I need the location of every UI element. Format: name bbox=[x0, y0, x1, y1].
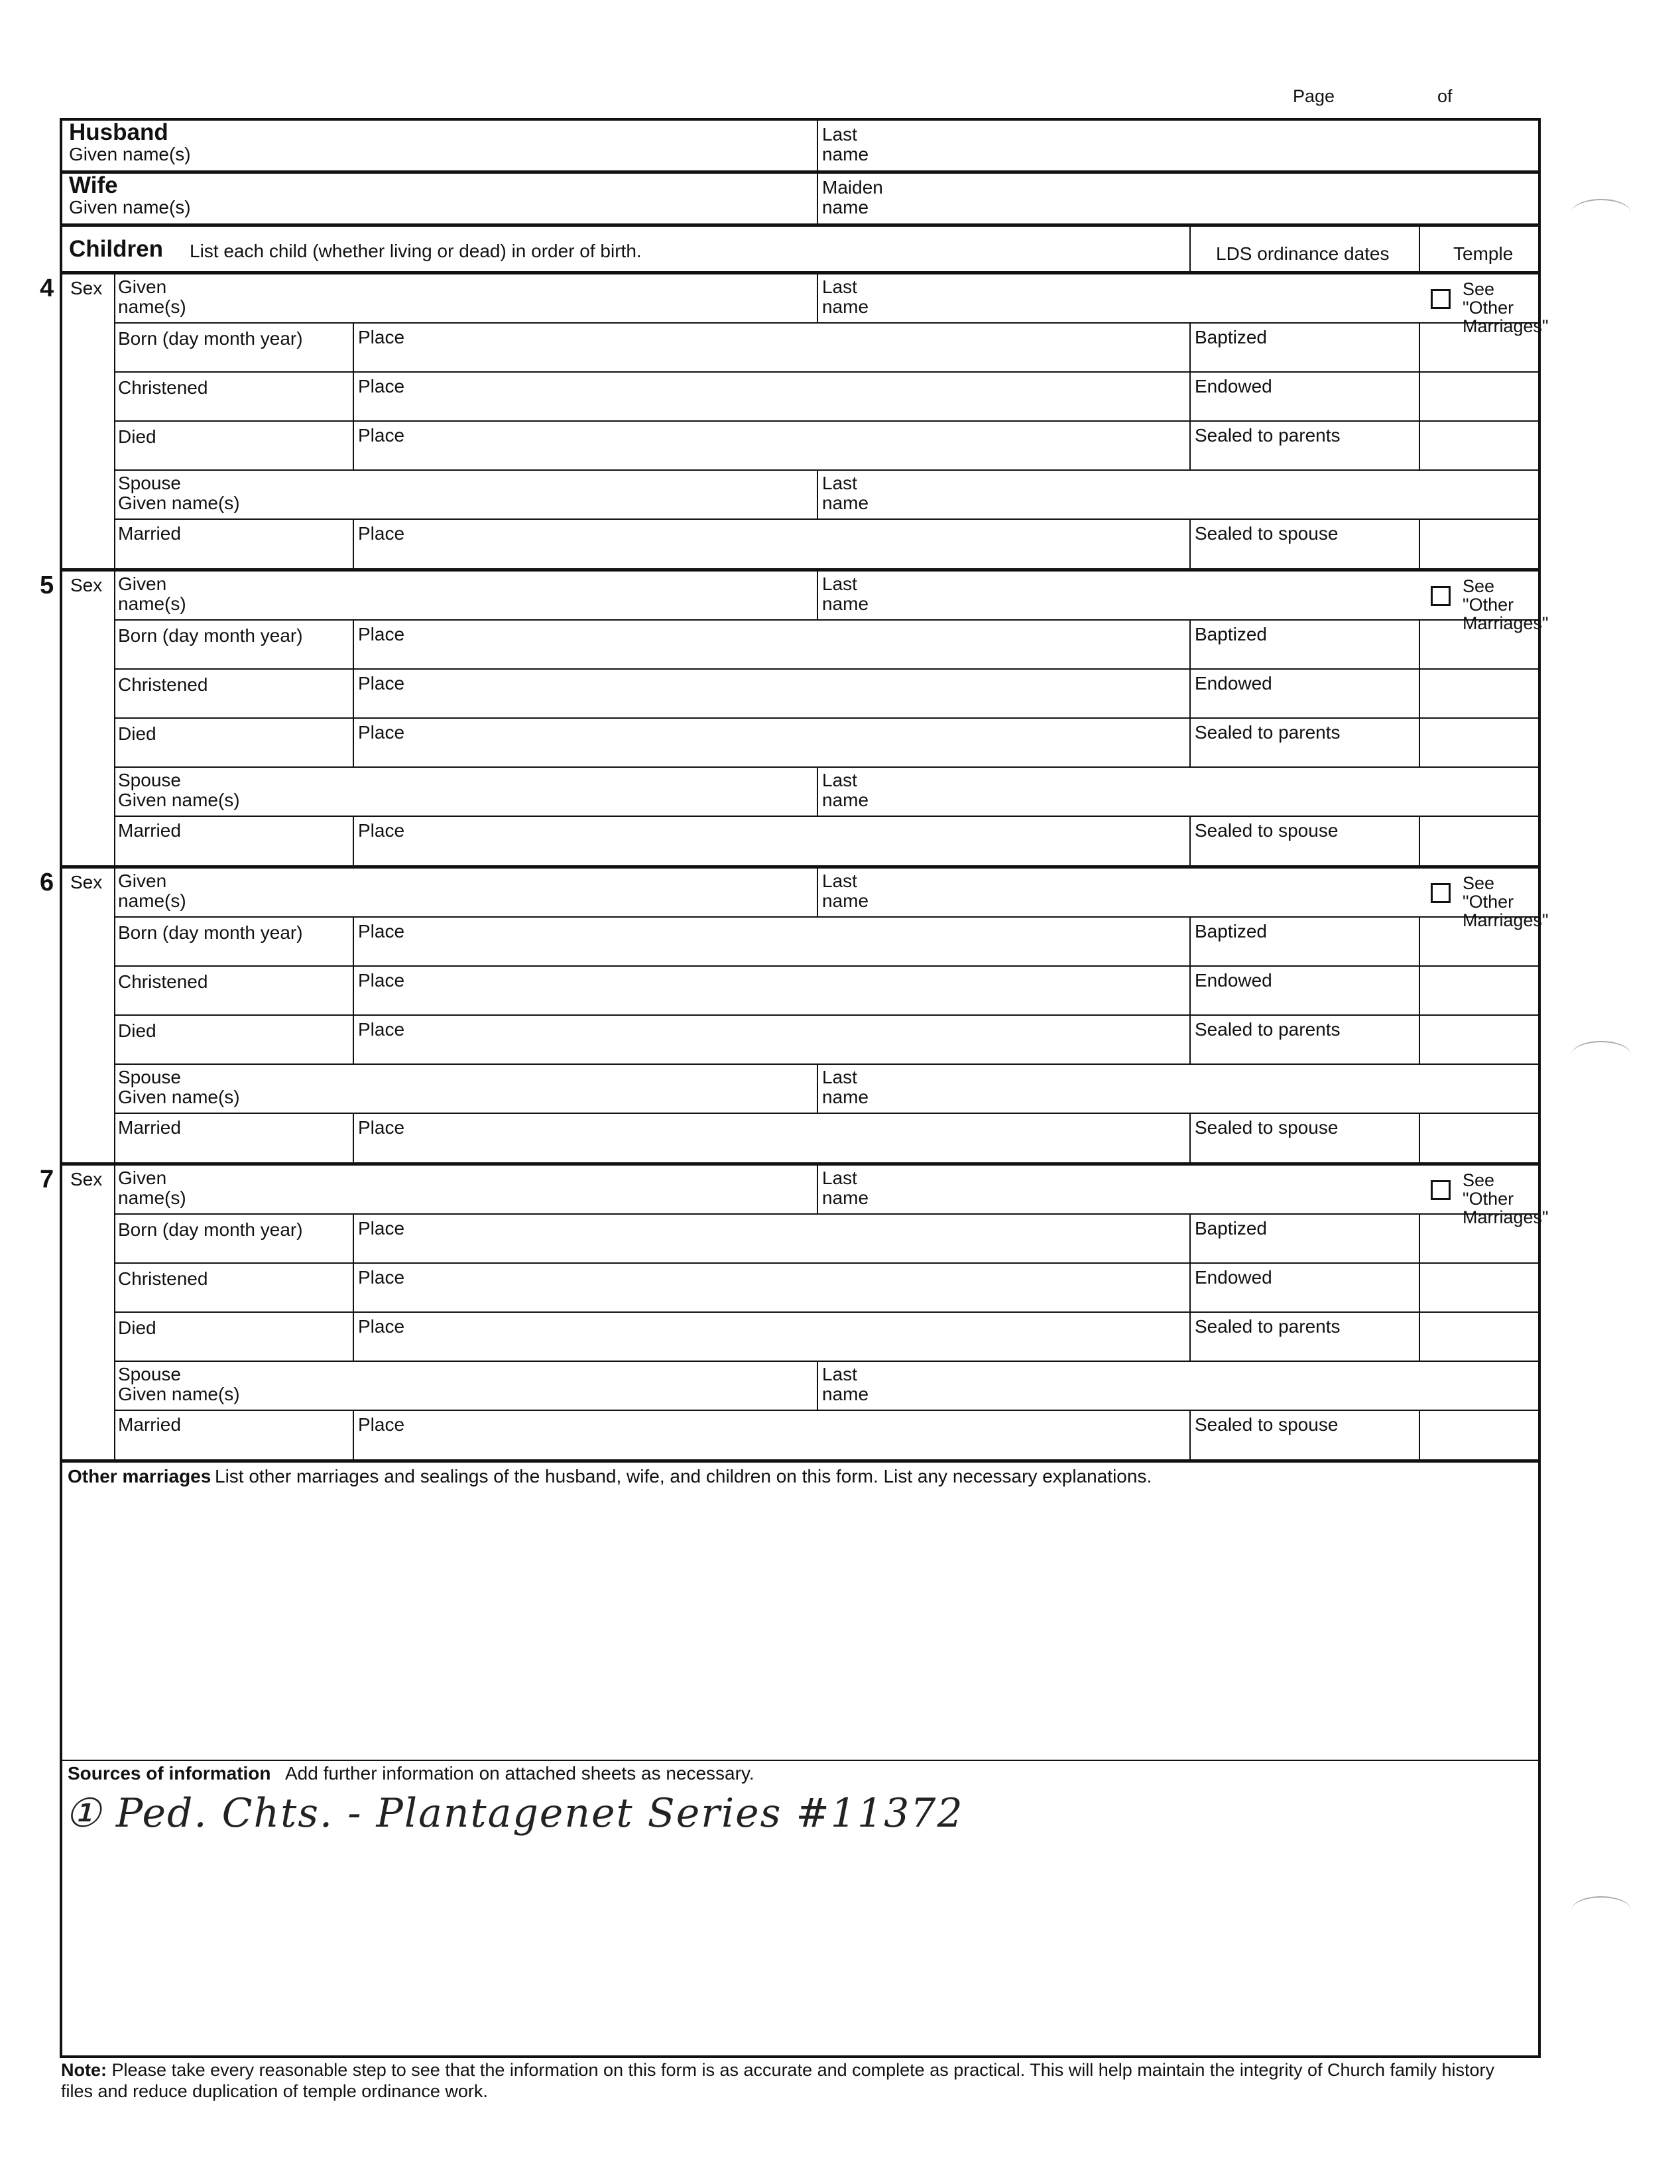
last-name-label: Last name bbox=[822, 871, 869, 911]
sealed-to-parents-label: Sealed to parents bbox=[1195, 722, 1341, 743]
child-number: 6 bbox=[40, 869, 54, 896]
divider bbox=[817, 274, 818, 322]
divider bbox=[1189, 324, 1191, 371]
divider bbox=[1419, 918, 1420, 965]
died-row bbox=[114, 422, 1538, 471]
divider bbox=[1419, 670, 1420, 717]
divider bbox=[353, 1264, 354, 1311]
divider bbox=[1419, 1264, 1420, 1311]
of-label: of bbox=[1437, 86, 1453, 106]
divider bbox=[817, 869, 818, 916]
divider bbox=[1419, 1016, 1420, 1063]
event-label: Born (day month year) bbox=[118, 922, 303, 943]
divider bbox=[1189, 719, 1191, 766]
other-marriages-note: See "Other Marriages" bbox=[1463, 873, 1549, 930]
sources-instruction: Add further information on attached sheets as necessary. bbox=[285, 1763, 754, 1784]
place-label: Place bbox=[358, 820, 405, 841]
sex-label: Sex bbox=[70, 278, 103, 298]
given-name-row bbox=[114, 869, 1549, 930]
handwritten-source: ① Ped. Chts. - Plantagenet Series #11372 bbox=[65, 1790, 964, 1837]
spouse-row bbox=[114, 768, 1538, 817]
christened-row bbox=[114, 1264, 1538, 1313]
sealed-to-spouse-label: Sealed to spouse bbox=[1195, 1117, 1339, 1138]
sealed-to-parents-label: Sealed to parents bbox=[1195, 425, 1341, 446]
husband-title: Husband bbox=[69, 119, 168, 145]
spouse-last-label: Last name bbox=[822, 1364, 869, 1404]
divider bbox=[1419, 324, 1420, 371]
event-label: Born (day month year) bbox=[118, 1219, 303, 1240]
wife-title: Wife bbox=[69, 172, 118, 198]
event-label: Christened bbox=[118, 1268, 208, 1289]
married-row bbox=[114, 520, 1538, 572]
sources-title: Sources of information bbox=[68, 1763, 271, 1784]
divider bbox=[353, 520, 354, 572]
baptized-label: Baptized bbox=[1195, 921, 1267, 941]
children-title: Children bbox=[69, 236, 163, 262]
divider bbox=[1419, 1114, 1420, 1166]
baptized-label: Baptized bbox=[1195, 327, 1267, 347]
spouse-given-label: Spouse Given name(s) bbox=[118, 1067, 240, 1107]
divider bbox=[1419, 1313, 1420, 1361]
lds-ordinance-label: LDS ordinance dates bbox=[1216, 243, 1390, 264]
divider bbox=[1189, 520, 1191, 572]
divider bbox=[1189, 422, 1191, 469]
divider bbox=[817, 768, 818, 816]
divider bbox=[817, 572, 818, 619]
divider bbox=[817, 174, 818, 223]
event-label: Died bbox=[118, 1317, 156, 1338]
christened-row bbox=[114, 373, 1538, 422]
place-label: Place bbox=[358, 1218, 405, 1239]
divider bbox=[817, 471, 818, 518]
born-row bbox=[114, 918, 1538, 967]
spouse-given-label: Spouse Given name(s) bbox=[118, 770, 240, 810]
divider bbox=[1189, 967, 1191, 1014]
place-label: Place bbox=[358, 722, 405, 743]
given-name-label: Given name(s) bbox=[118, 574, 186, 614]
sealed-to-spouse-label: Sealed to spouse bbox=[1195, 523, 1339, 544]
other-marriages-note: See "Other Marriages" bbox=[1463, 1170, 1549, 1227]
given-name-row bbox=[114, 572, 1549, 633]
divider bbox=[817, 1362, 818, 1410]
given-name-label: Given name(s) bbox=[118, 1168, 186, 1208]
divider bbox=[817, 1166, 818, 1213]
binder-tab bbox=[1571, 1896, 1631, 1924]
sealed-to-spouse-label: Sealed to spouse bbox=[1195, 1414, 1339, 1435]
other-marriages-instruction: List other marriages and sealings of the husband, wife, and children on this form. List any necessary explanations. bbox=[215, 1466, 1152, 1486]
divider bbox=[353, 817, 354, 869]
other-marriages-section bbox=[62, 1463, 1538, 1761]
divider bbox=[353, 373, 354, 420]
divider bbox=[353, 1215, 354, 1262]
died-row bbox=[114, 719, 1538, 768]
husband-given-label: Given name(s) bbox=[69, 144, 191, 164]
note-text: Please take every reasonable step to see that the information on this form is as accurate and complete as practical. This will help maintain the integrity of Church family history files and reduce duplication of temple ordinance work. bbox=[61, 2060, 1495, 2101]
divider bbox=[1419, 1411, 1420, 1463]
binder-tab bbox=[1571, 199, 1631, 227]
spouse-given-label: Spouse Given name(s) bbox=[118, 1364, 240, 1404]
married-label: Married bbox=[118, 820, 181, 841]
binder-tab bbox=[1571, 1041, 1631, 1069]
place-label: Place bbox=[358, 1117, 405, 1138]
divider bbox=[1189, 1264, 1191, 1311]
child-block bbox=[40, 869, 1549, 1166]
other-marriages-checkbox[interactable] bbox=[1431, 1180, 1451, 1200]
children-area bbox=[40, 274, 1549, 1463]
place-label: Place bbox=[358, 1019, 405, 1040]
divider bbox=[1419, 621, 1420, 668]
married-label: Married bbox=[118, 523, 181, 544]
child-number: 5 bbox=[40, 572, 54, 599]
last-name-label: Last name bbox=[822, 276, 869, 317]
sex-label: Sex bbox=[70, 872, 103, 892]
divider bbox=[1419, 520, 1420, 572]
divider bbox=[1419, 227, 1420, 271]
spouse-given-label: Spouse Given name(s) bbox=[118, 473, 240, 513]
sources-section bbox=[62, 1761, 1538, 2055]
divider bbox=[1189, 670, 1191, 717]
other-marriages-title: Other marriages bbox=[68, 1466, 211, 1486]
other-marriages-note: See "Other Marriages" bbox=[1463, 576, 1549, 633]
divider bbox=[353, 1411, 354, 1463]
family-group-form bbox=[40, 118, 1549, 2058]
place-label: Place bbox=[358, 624, 405, 644]
given-name-label: Given name(s) bbox=[118, 871, 186, 911]
married-row bbox=[114, 1114, 1538, 1166]
divider bbox=[353, 967, 354, 1014]
divider bbox=[1419, 1215, 1420, 1262]
divider bbox=[353, 719, 354, 766]
place-label: Place bbox=[358, 425, 405, 446]
baptized-label: Baptized bbox=[1195, 624, 1267, 644]
endowed-label: Endowed bbox=[1195, 1267, 1272, 1288]
divider bbox=[353, 1016, 354, 1063]
sex-label: Sex bbox=[70, 1169, 103, 1189]
born-row bbox=[114, 621, 1538, 670]
divider bbox=[1189, 1411, 1191, 1463]
sex-label: Sex bbox=[70, 575, 103, 595]
baptized-label: Baptized bbox=[1195, 1218, 1267, 1239]
event-label: Christened bbox=[118, 674, 208, 695]
child-block bbox=[40, 274, 1549, 572]
divider bbox=[817, 121, 818, 170]
married-row bbox=[114, 1411, 1538, 1463]
child-number: 4 bbox=[40, 274, 54, 302]
divider bbox=[353, 1114, 354, 1166]
event-label: Died bbox=[118, 723, 156, 744]
sealed-to-parents-label: Sealed to parents bbox=[1195, 1019, 1341, 1040]
divider bbox=[1189, 373, 1191, 420]
divider bbox=[353, 422, 354, 469]
husband-last-label: Last name bbox=[822, 124, 869, 164]
divider bbox=[1189, 1016, 1191, 1063]
place-label: Place bbox=[358, 970, 405, 991]
event-label: Born (day month year) bbox=[118, 625, 303, 646]
spouse-row bbox=[114, 1362, 1538, 1411]
divider bbox=[353, 670, 354, 717]
married-label: Married bbox=[118, 1414, 181, 1435]
christened-row bbox=[114, 670, 1538, 719]
endowed-label: Endowed bbox=[1195, 376, 1272, 396]
child-block bbox=[40, 1166, 1549, 1463]
children-instruction: List each child (whether living or dead) in order of birth. bbox=[190, 241, 642, 261]
given-name-row bbox=[114, 1166, 1549, 1227]
divider bbox=[1419, 817, 1420, 869]
endowed-label: Endowed bbox=[1195, 673, 1272, 694]
children-header-row bbox=[62, 227, 1538, 274]
divider bbox=[1189, 1313, 1191, 1361]
divider bbox=[353, 918, 354, 965]
died-row bbox=[114, 1313, 1538, 1362]
footer-note bbox=[61, 2059, 1526, 2102]
place-label: Place bbox=[358, 673, 405, 694]
event-label: Died bbox=[118, 426, 156, 447]
spouse-last-label: Last name bbox=[822, 770, 869, 810]
spouse-row bbox=[114, 1065, 1538, 1114]
divider bbox=[817, 1065, 818, 1113]
event-label: Christened bbox=[118, 377, 208, 398]
wife-maiden-label: Maiden name bbox=[822, 177, 883, 217]
born-row bbox=[114, 1215, 1538, 1264]
divider bbox=[1189, 227, 1191, 271]
sealed-to-spouse-label: Sealed to spouse bbox=[1195, 820, 1339, 841]
divider bbox=[1419, 719, 1420, 766]
spouse-row bbox=[114, 471, 1538, 520]
place-label: Place bbox=[358, 327, 405, 347]
divider bbox=[1419, 422, 1420, 469]
temple-label: Temple bbox=[1453, 243, 1514, 264]
given-name-row bbox=[114, 274, 1549, 336]
spouse-last-label: Last name bbox=[822, 1067, 869, 1107]
divider bbox=[353, 324, 354, 371]
last-name-label: Last name bbox=[822, 1168, 869, 1208]
christened-row bbox=[114, 967, 1538, 1016]
place-label: Place bbox=[358, 523, 405, 544]
divider bbox=[1189, 1215, 1191, 1262]
married-label: Married bbox=[118, 1117, 181, 1138]
wife-given-label: Given name(s) bbox=[69, 197, 191, 217]
given-name-label: Given name(s) bbox=[118, 276, 186, 317]
note-label: Note: bbox=[61, 2060, 107, 2080]
sealed-to-parents-label: Sealed to parents bbox=[1195, 1316, 1341, 1337]
place-label: Place bbox=[358, 376, 405, 396]
divider bbox=[353, 621, 354, 668]
died-row bbox=[114, 1016, 1538, 1065]
place-label: Place bbox=[358, 1267, 405, 1288]
divider bbox=[1189, 621, 1191, 668]
child-number: 7 bbox=[40, 1166, 54, 1193]
divider bbox=[1189, 817, 1191, 869]
divider bbox=[1419, 967, 1420, 1014]
husband-row bbox=[62, 121, 1538, 174]
divider bbox=[1189, 918, 1191, 965]
place-label: Place bbox=[358, 1414, 405, 1435]
spouse-last-label: Last name bbox=[822, 473, 869, 513]
married-row bbox=[114, 817, 1538, 869]
other-marriages-checkbox[interactable] bbox=[1431, 289, 1451, 309]
other-marriages-checkbox[interactable] bbox=[1431, 883, 1451, 903]
other-marriages-checkbox[interactable] bbox=[1431, 586, 1451, 606]
last-name-label: Last name bbox=[822, 574, 869, 614]
born-row bbox=[114, 324, 1538, 373]
endowed-label: Endowed bbox=[1195, 970, 1272, 991]
child-block bbox=[40, 572, 1549, 869]
place-label: Place bbox=[358, 921, 405, 941]
divider bbox=[353, 1313, 354, 1361]
event-label: Born (day month year) bbox=[118, 328, 303, 349]
event-label: Died bbox=[118, 1020, 156, 1041]
page-label: Page bbox=[1293, 86, 1335, 106]
other-marriages-note: See "Other Marriages" bbox=[1463, 279, 1549, 336]
event-label: Christened bbox=[118, 971, 208, 992]
divider bbox=[1189, 1114, 1191, 1166]
place-label: Place bbox=[358, 1316, 405, 1337]
divider bbox=[1419, 373, 1420, 420]
wife-row bbox=[62, 174, 1538, 227]
